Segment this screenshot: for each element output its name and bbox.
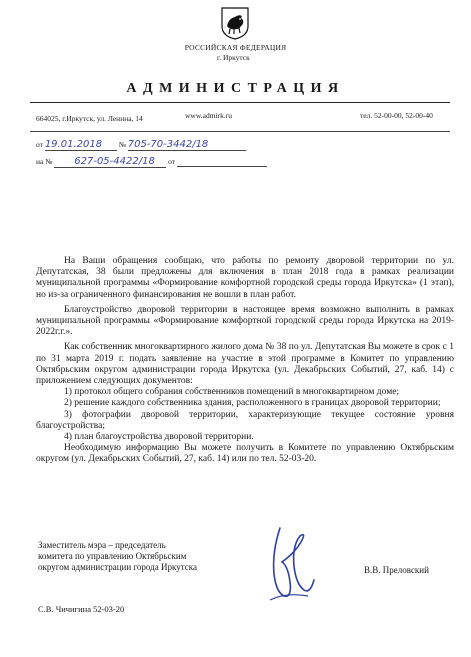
outgoing-number: 705-70-3442/18 [128, 139, 246, 151]
from-label: от [36, 140, 43, 149]
incoming-number: 627-05-4422/18 [54, 156, 166, 168]
signatory-position [38, 540, 197, 573]
list-item-1: 1) протокол общего собрания собственников помещений в многоквартирном доме; [64, 387, 400, 398]
body-paragraph-1: На Ваши обращения сообщаю, что работы по ремонту дворовой территории по ул. Депутатская, 38 были предложены для включения в план 2018 года в рамках реализации муниципальной программы «Формирование комфортной городской среды города Иркутска» (1 этап), но из-за ограниченного финансирования не вошли в план работ. [36, 256, 454, 300]
list-item-4: 4) план благоустройства дворовой территории. [64, 432, 254, 443]
executor-contact: С.В. Чичигина 52-03-20 [38, 604, 125, 614]
letterhead-city: г. Иркутск [217, 53, 250, 62]
of-label: от [168, 157, 176, 166]
number-label: № [118, 140, 126, 149]
letterhead-country: РОССИЙСКАЯ ФЕДЕРАЦИЯ [184, 43, 287, 52]
letterhead-phone: тел. 52-00-00, 52-00-40 [360, 111, 433, 120]
in-number-label: на № [36, 157, 53, 166]
signatory-line-2: комитета по управлению Октябрьским [38, 551, 187, 561]
list-item-2: 2) решение каждого собственника здания, расположенного в границах дворовой территории; [64, 398, 441, 409]
letterhead-address: 664025, г.Иркутск, ул. Ленина, 14 [36, 114, 143, 123]
body-paragraph-closing: Необходимую информацию Вы можете получить в Комитете по управлению Октябрьским округом (ул. Декабрьских Событий, 27, каб. 14) или по тел. 52-03-20. [36, 443, 454, 465]
outgoing-reference [36, 139, 246, 151]
incoming-reference [36, 156, 267, 168]
list-item-3: 3) фотографии дворовой территории, характеризующие текущее состояние уровня благоустройства; [36, 409, 454, 431]
signer-name: В.В. Преловский [364, 565, 429, 575]
incoming-date-blank [177, 157, 267, 167]
header-divider [30, 102, 450, 103]
letterhead-website: www.admirk.ru [185, 111, 233, 120]
letterhead-org: АДМИНИСТРАЦИЯ [126, 81, 345, 96]
signatory-line-3: округом администрации города Иркутска [38, 562, 197, 572]
body-paragraph-3: Как собственник многоквартирного жилого дома № 38 по ул. Депутатская Вы можете в срок с 1 по 31 марта 2019 г. подать заявление на участие в этой программе в Комитет по управлению Октябрьским округом администрации города Иркутска (ул. Декабрьских Событий, 27, каб. 14) с приложением следующих документов: [36, 342, 454, 387]
outgoing-date: 19.01.2018 [45, 139, 117, 151]
address-divider [30, 131, 450, 132]
body-paragraph-2: Благоустройство дворовой территории в настоящее время возможно выполнить в рамках муниципальной программы «Формирование комфортной городской среды города Иркутска на 2019-2022г.г.». [36, 304, 454, 338]
coat-of-arms-icon [220, 6, 250, 40]
handwritten-signature [252, 522, 332, 612]
signatory-line-1: Заместитель мэра – председатель [38, 540, 166, 550]
letter-body [36, 256, 454, 466]
